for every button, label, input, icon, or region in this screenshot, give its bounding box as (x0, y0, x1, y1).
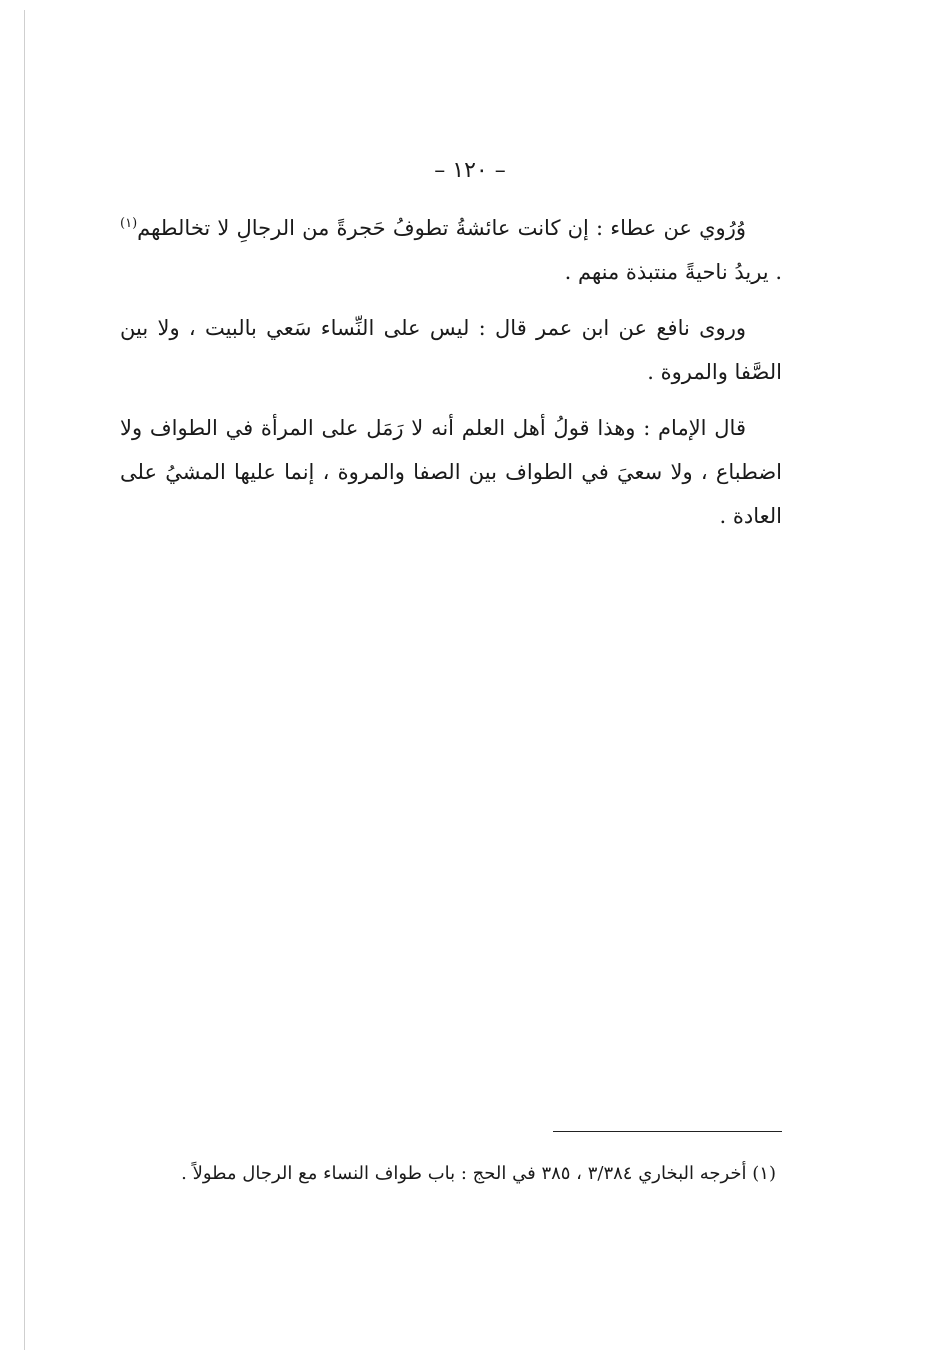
paragraph-3-text: قال الإمام : وهذا قولُ أهل العلم أنه لا رَمَل على المرأة في الطواف ولا اضطباع ، ولا سعيَ في الطواف بين الصفا والمروة ، إنما عليها المشيُ على العادة . (120, 416, 782, 528)
page-number: – ١٢٠ – (434, 158, 506, 183)
footnote-reference: (١) (120, 216, 138, 231)
paragraph-2 (120, 306, 782, 394)
paragraph-3 (120, 406, 782, 538)
paragraph-1 (120, 206, 782, 294)
footnote-text: (١) أخرجه البخاري ٣/٣٨٤ ، ٣٨٥ في الحج : باب طواف النساء مع الرجال مطولاً . (181, 1163, 776, 1184)
footnote-separator (553, 1131, 782, 1132)
paragraph-2-text: وروى نافع عن ابن عمر قال : ليس على النِّساء سَعي بالبيت ، ولا بين الصَّفا والمروة . (120, 316, 782, 384)
binding-edge-line (24, 10, 25, 1350)
paragraph-1-text (120, 206, 782, 294)
paragraph-1-body: وُرُوي عن عطاء : إن كانت عائشةُ تطوفُ حَجرةً من الرجالِ لا تخالطهم (137, 216, 746, 240)
footnote (120, 1156, 782, 1192)
paragraph-1-tail: . يريدُ ناحيةً منتبذة منهم . (564, 260, 782, 284)
